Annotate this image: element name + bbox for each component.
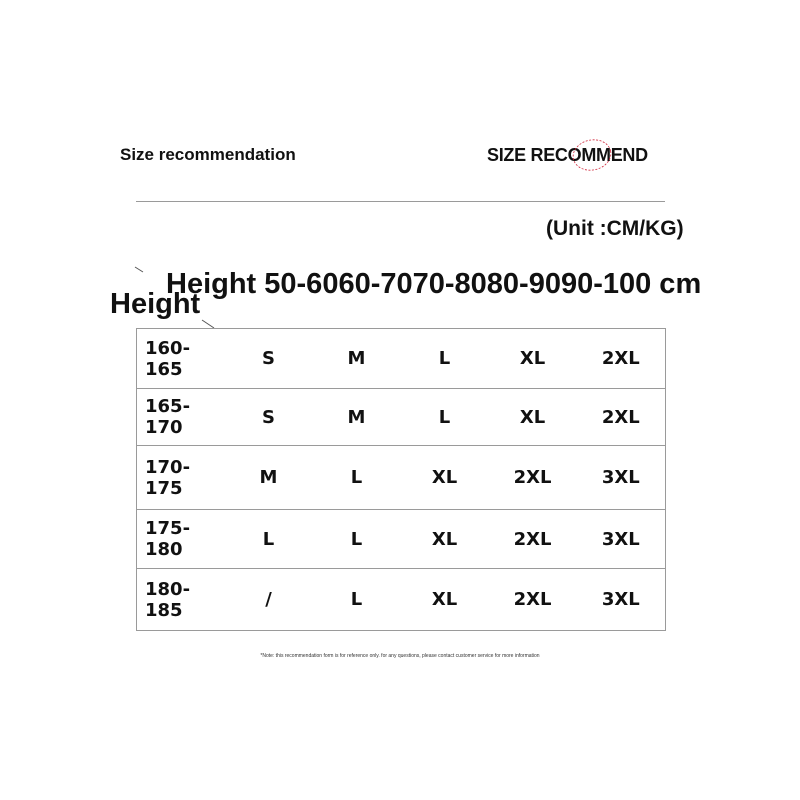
size-cell: L (401, 389, 489, 446)
height-cell: 175-180 (137, 510, 225, 569)
divider (136, 201, 665, 202)
table-row (137, 569, 666, 631)
decorative-oval-icon (570, 136, 614, 174)
corner-diagonal (134, 264, 218, 330)
page-title-en: SIZE RECOMMEND (487, 145, 648, 165)
size-cell: 3XL (577, 446, 666, 510)
size-cell: XL (401, 569, 489, 631)
table-row (137, 329, 666, 389)
size-cell: XL (401, 510, 489, 569)
size-cell: S (225, 329, 313, 389)
height-cell: 165-170 (137, 389, 225, 446)
size-cell: 3XL (577, 510, 666, 569)
size-cell: / (225, 569, 313, 631)
column-header: Height 50-6060-7070-8080-9090-100 cm (166, 268, 702, 300)
height-cell: 160-165 (137, 329, 225, 389)
size-cell: M (313, 389, 401, 446)
size-table (136, 328, 666, 631)
footnote: *Note: this recommendation form is for reference only. for any questions, please contact customer service for more information (260, 653, 540, 659)
table-row (137, 510, 666, 569)
size-cell: M (225, 446, 313, 510)
size-cell: L (313, 569, 401, 631)
height-cell: 170-175 (137, 446, 225, 510)
size-cell: S (225, 389, 313, 446)
size-cell: 3XL (577, 569, 666, 631)
height-cell: 180-185 (137, 569, 225, 631)
table-row (137, 389, 666, 446)
size-cell: 2XL (577, 329, 666, 389)
unit-label: (Unit :CM/KG) (546, 217, 684, 240)
row-header: Height (110, 288, 201, 320)
size-cell: 2XL (489, 569, 577, 631)
size-cell: 2XL (577, 389, 666, 446)
size-cell: L (401, 329, 489, 389)
size-cell: L (313, 446, 401, 510)
size-cell: L (225, 510, 313, 569)
page-title: Size recommendation (120, 145, 296, 164)
size-cell: XL (489, 389, 577, 446)
size-cell: 2XL (489, 510, 577, 569)
table-row (137, 446, 666, 510)
size-cell: L (313, 510, 401, 569)
size-cell: M (313, 329, 401, 389)
size-cell: XL (401, 446, 489, 510)
size-cell: XL (489, 329, 577, 389)
size-cell: 2XL (489, 446, 577, 510)
